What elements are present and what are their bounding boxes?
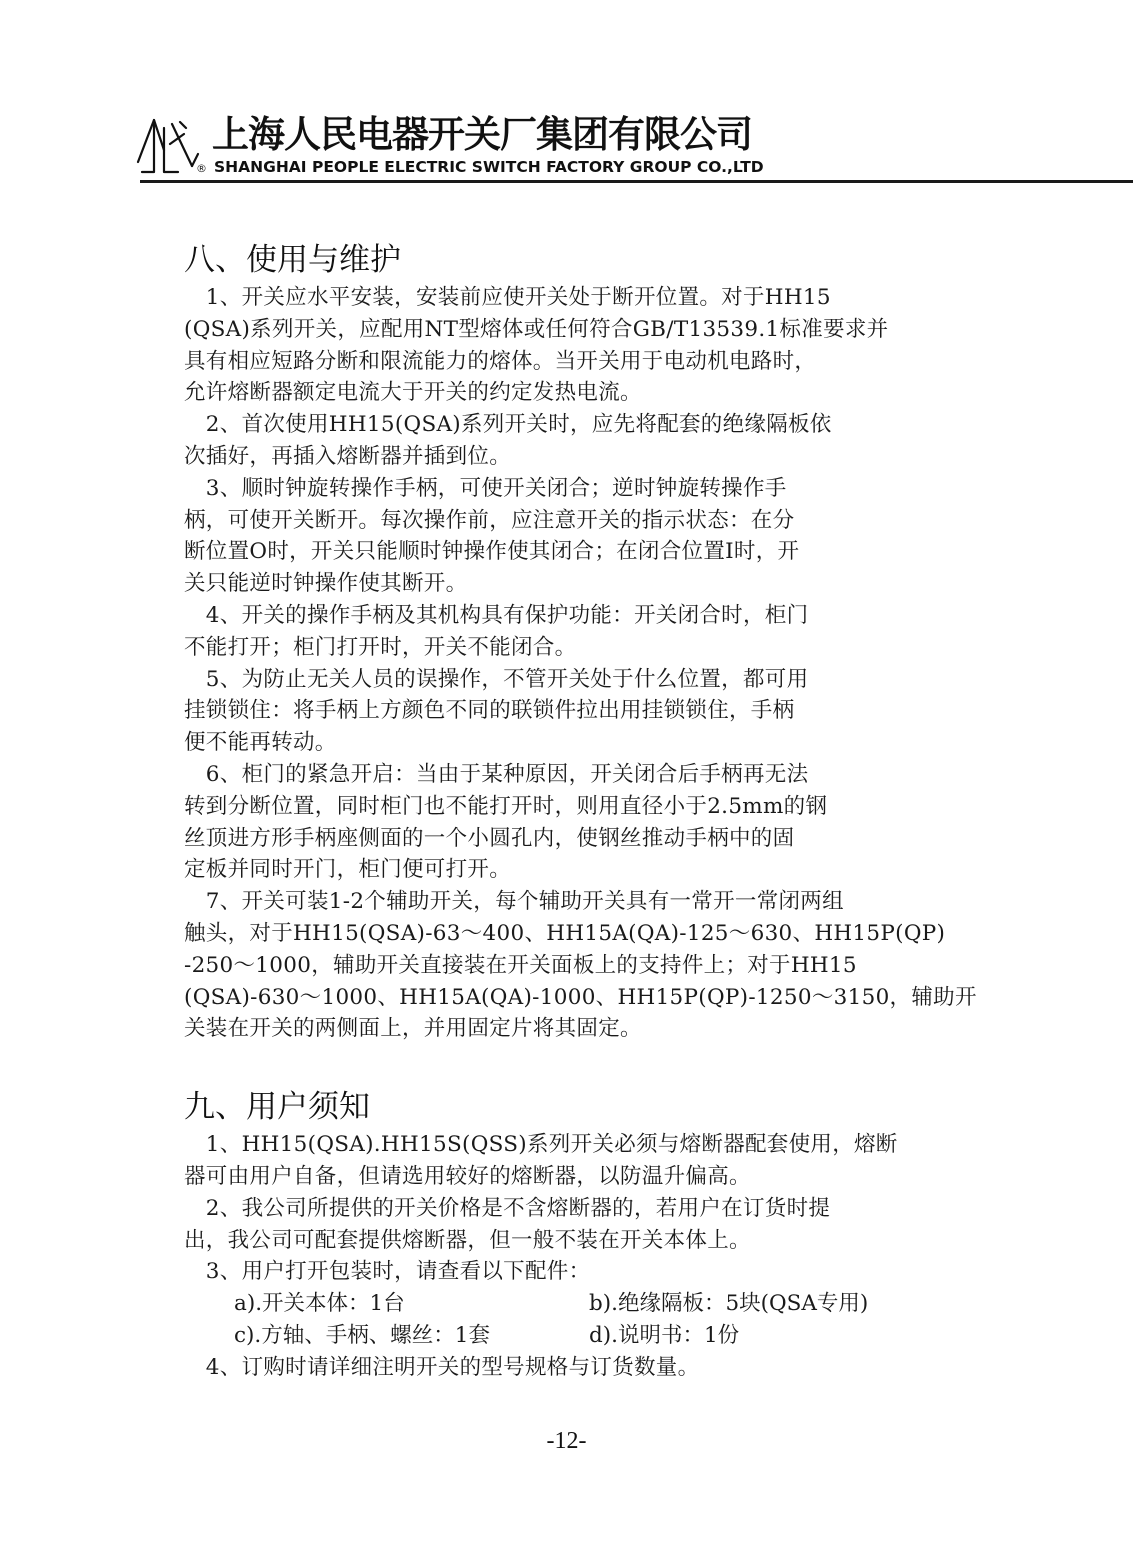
text-line: 挂锁锁住：将手柄上方颜色不同的联锁件拉出用挂锁锁住，手柄	[184, 698, 795, 724]
paragraph	[184, 1256, 954, 1288]
text-line: 具有相应短路分断和限流能力的熔体。当开关用于电动机电路时，	[184, 348, 817, 374]
paragraph	[184, 409, 954, 473]
paragraph	[184, 664, 954, 759]
text-line: 柄，可使开关断开。每次操作前，应注意开关的指示状态：在分	[184, 507, 795, 533]
accessory-list	[184, 1288, 954, 1352]
text-line: 转到分断位置，同时柜门也不能打开时，则用直径小于2.5mm的钢	[184, 793, 828, 819]
text-line: (QSA)系列开关，应配用NT型熔体或任何符合GB/T13539.1标准要求并	[184, 316, 889, 342]
text-line: 1、HH15(QSA).HH15S(QSS)系列开关必须与熔断器配套使用，熔断	[184, 1132, 898, 1158]
text-line: 不能打开；柜门打开时，开关不能闭合。	[184, 634, 577, 660]
paragraph	[184, 1193, 954, 1257]
paragraph	[184, 1129, 954, 1193]
section-title-user-notice: 九、用户须知	[184, 1089, 370, 1126]
text-line: 4、开关的操作手柄及其机构具有保护功能：开关闭合时，柜门	[184, 602, 809, 628]
document-body	[184, 238, 977, 1384]
text-line: 次插好，再插入熔断器并插到位。	[184, 443, 512, 469]
text-line: 2、首次使用HH15(QSA)系列开关时，应先将配套的绝缘隔板依	[184, 412, 832, 438]
text-line: 器可由用户自备，但请选用较好的熔断器，以防温升偏高。	[184, 1163, 751, 1189]
text-line: 允许熔断器额定电流大于开关的约定发热电流。	[184, 380, 642, 406]
accessory-item: d).说明书：1份	[589, 1322, 740, 1348]
text-line: 7、开关可装1-2个辅助开关，每个辅助开关具有一常开一常闭两组	[184, 889, 844, 915]
text-line: 丝顶进方形手柄座侧面的一个小圆孔内，使钢丝推动手柄中的固	[184, 825, 795, 851]
header-divider	[140, 180, 1133, 183]
section-usage-maintenance	[184, 282, 977, 1045]
section-gap	[184, 1045, 954, 1085]
paragraph	[184, 282, 954, 409]
text-line: 3、用户打开包装时，请查看以下配件：	[184, 1259, 591, 1285]
text-line: 6、柜门的紧急开启：当由于某种原因，开关闭合后手柄再无法	[184, 761, 809, 787]
text-line: 4、订购时请详细注明开关的型号规格与订货数量。	[184, 1354, 700, 1380]
accessory-item: c).方轴、手柄、螺丝：1套	[234, 1322, 490, 1348]
accessory-row	[184, 1320, 954, 1352]
text-line: 5、为防止无关人员的误操作，不管开关处于什么位置，都可用	[184, 666, 809, 692]
section-title-usage-maintenance: 八、使用与维护	[184, 242, 401, 278]
text-line: 断位置O时，开关只能顺时钟操作使其闭合；在闭合位置I时，开	[184, 539, 800, 565]
text-line: 2、我公司所提供的开关价格是不含熔断器的，若用户在订货时提	[184, 1195, 831, 1221]
text-line: -250～1000，辅助开关直接装在开关面板上的支持件上；对于HH15	[184, 952, 857, 978]
page-number: -12-	[546, 1428, 587, 1454]
paragraph	[184, 759, 954, 886]
paragraph	[184, 600, 954, 664]
text-line: 关只能逆时钟操作使其断开。	[184, 571, 468, 597]
paragraph	[184, 886, 977, 1045]
accessory-row	[184, 1288, 954, 1320]
text-line: 触头，对于HH15(QSA)-63～400、HH15A(QA)-125～630、HH15P(QP)	[184, 920, 946, 946]
accessory-item: b).绝缘隔板：5块(QSA专用)	[589, 1291, 869, 1317]
text-line: 定板并同时开门，柜门便可打开。	[184, 857, 512, 883]
text-line: 1、开关应水平安装，安装前应使开关处于断开位置。对于HH15	[184, 285, 831, 310]
company-name-cn: 上海人民电器开关厂集团有限公司	[212, 113, 752, 156]
registered-mark: ®	[196, 162, 207, 175]
paragraph	[184, 473, 954, 600]
company-name-en: SHANGHAI PEOPLE ELECTRIC SWITCH FACTORY GROUP CO.,LTD	[214, 158, 764, 176]
text-line: 关装在开关的两侧面上，并用固定片将其固定。	[184, 1016, 642, 1042]
section-user-notice	[184, 1129, 954, 1288]
paragraph	[184, 1352, 954, 1384]
accessory-item: a).开关本体：1台	[234, 1291, 405, 1317]
text-line: 3、顺时钟旋转操作手柄，可使开关闭合；逆时钟旋转操作手	[184, 475, 787, 501]
text-line: 便不能再转动。	[184, 730, 337, 756]
page-header	[0, 0, 1133, 190]
text-line: (QSA)-630～1000、HH15A(QA)-1000、HH15P(QP)-1250～3150，辅助开	[184, 984, 977, 1010]
text-line: 出，我公司可配套提供熔断器，但一般不装在开关本体上。	[184, 1227, 751, 1253]
